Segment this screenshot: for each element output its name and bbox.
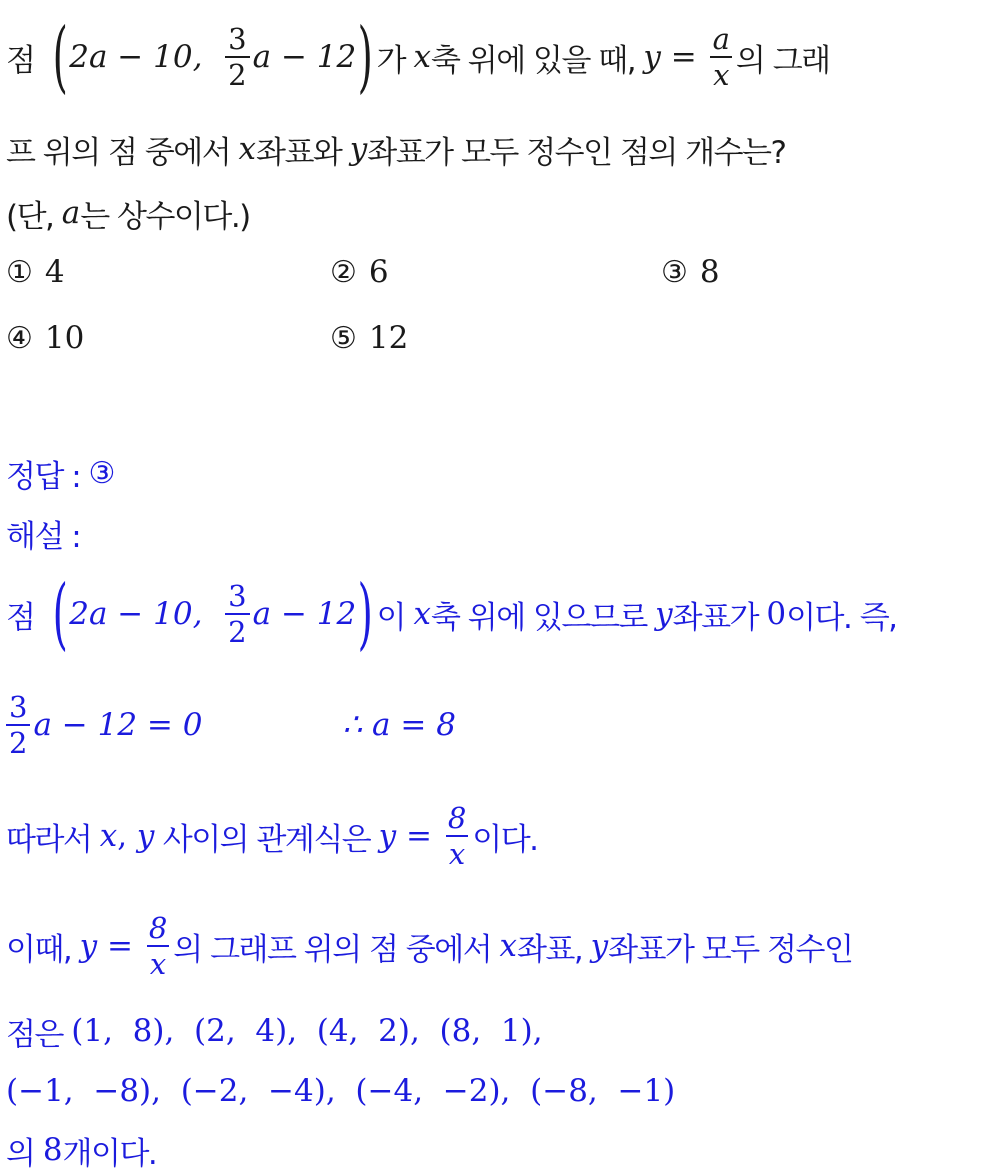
denominator: x xyxy=(147,945,169,979)
math: 2a − 10, xyxy=(69,596,223,632)
denominator: 2 xyxy=(225,56,249,90)
option-5 xyxy=(330,320,408,356)
option-mark: ⑤ xyxy=(330,320,357,356)
option-value: 10 xyxy=(44,320,85,356)
math: y xyxy=(136,818,155,854)
text: 점 xyxy=(6,42,43,79)
denominator: 2 xyxy=(6,724,30,758)
numerator: 3 xyxy=(9,689,28,724)
math: a − 12 xyxy=(252,39,357,75)
text: 따라서 xyxy=(6,821,100,858)
text: 의 xyxy=(6,1135,43,1172)
text: 점 xyxy=(6,599,43,636)
points-list: (−1, −8), (−2, −4), (−4, −2), (−8, −1) xyxy=(6,1073,676,1109)
math: x xyxy=(238,131,257,167)
text: 이때, xyxy=(6,931,80,968)
numerator: 3 xyxy=(228,21,247,56)
numerator: 3 xyxy=(228,578,247,613)
math: 2a − 10, xyxy=(69,39,223,75)
heading-text: 해설 : xyxy=(6,518,81,555)
option-mark: ② xyxy=(330,254,357,290)
solution-line-1 xyxy=(6,570,897,658)
text: 이다. 즉, xyxy=(786,599,897,636)
math: a − 12 = 0 xyxy=(33,707,203,743)
option-value: 8 xyxy=(699,254,720,290)
text: 가 xyxy=(376,42,414,79)
right-paren: ) xyxy=(357,569,374,659)
solution-line-3 xyxy=(6,792,538,880)
math: 8 xyxy=(42,1132,63,1168)
math: x xyxy=(413,39,431,75)
fraction xyxy=(6,689,30,760)
points-list: (1, 8), (2, 4), (4, 2), (8, 1), xyxy=(71,1013,543,1049)
math: a xyxy=(61,195,81,231)
option-value: 6 xyxy=(368,254,389,290)
answer-value: ③ xyxy=(88,455,116,491)
solution-heading xyxy=(6,510,80,556)
math: ∴ a = 8 xyxy=(342,707,456,743)
option-value: 4 xyxy=(44,254,65,290)
text: 좌표가 모두 정수인 점의 개수는? xyxy=(367,134,786,171)
text: 축 위에 있으므로 xyxy=(430,599,656,636)
text: 좌표, xyxy=(516,931,591,968)
numerator: 8 xyxy=(447,800,467,835)
left-paren: ( xyxy=(52,569,68,659)
text: 이다. xyxy=(472,821,538,858)
math: x xyxy=(413,596,431,632)
text: 의 그래 xyxy=(735,42,830,79)
text: 사이의 관계식은 xyxy=(154,821,379,858)
option-mark: ③ xyxy=(661,254,688,290)
option-mark: ① xyxy=(6,254,33,290)
solution-line-5 xyxy=(6,1008,543,1054)
right-paren: ) xyxy=(357,12,374,102)
answer-label: 정답 : xyxy=(6,458,89,495)
math: y xyxy=(655,596,673,632)
denominator: 2 xyxy=(225,613,249,647)
text: 의 그래프 위의 점 중에서 xyxy=(173,931,500,968)
math: 0 xyxy=(766,596,787,632)
numerator: a xyxy=(712,21,730,56)
math: y = xyxy=(79,928,143,964)
solution-line-4 xyxy=(6,902,852,990)
option-2 xyxy=(330,254,389,290)
math: a − 12 xyxy=(252,596,357,632)
denominator: x xyxy=(446,835,468,869)
fraction xyxy=(225,21,249,92)
text: 축 위에 있을 때, xyxy=(430,42,644,79)
left-paren: ( xyxy=(52,12,68,102)
fraction xyxy=(225,578,249,649)
problem-line-3 xyxy=(6,190,250,236)
text: 좌표와 xyxy=(256,134,350,171)
math: x xyxy=(499,928,517,964)
text: 좌표가 모두 정수인 xyxy=(608,931,853,968)
text: 개이다. xyxy=(62,1135,157,1172)
numerator: 8 xyxy=(148,910,168,945)
math: y xyxy=(590,928,609,964)
option-3 xyxy=(661,254,720,290)
denominator: x xyxy=(710,56,732,90)
math: y = xyxy=(378,818,442,854)
text: 좌표가 xyxy=(672,599,767,636)
problem-line-1 xyxy=(6,14,830,100)
solution-line-6 xyxy=(6,1068,675,1114)
text: (단, xyxy=(6,198,62,235)
option-1 xyxy=(6,254,65,290)
option-4 xyxy=(6,320,84,356)
option-value: 12 xyxy=(368,320,409,356)
solution-line-7 xyxy=(6,1128,156,1172)
answer-line xyxy=(6,450,115,496)
math: y = xyxy=(643,39,707,75)
text: 는 상수이다.) xyxy=(80,198,250,235)
fraction xyxy=(146,910,170,981)
text: 점은 xyxy=(6,1016,72,1053)
text: , xyxy=(117,818,137,854)
fraction xyxy=(445,800,469,871)
solution-line-2 xyxy=(6,683,456,767)
text: 프 위의 점 중에서 xyxy=(6,134,239,171)
fraction xyxy=(710,21,733,92)
math: y xyxy=(349,131,368,167)
text: 이 xyxy=(376,599,414,636)
problem-line-2 xyxy=(6,126,785,172)
math: x xyxy=(99,818,118,854)
option-mark: ④ xyxy=(6,320,33,356)
